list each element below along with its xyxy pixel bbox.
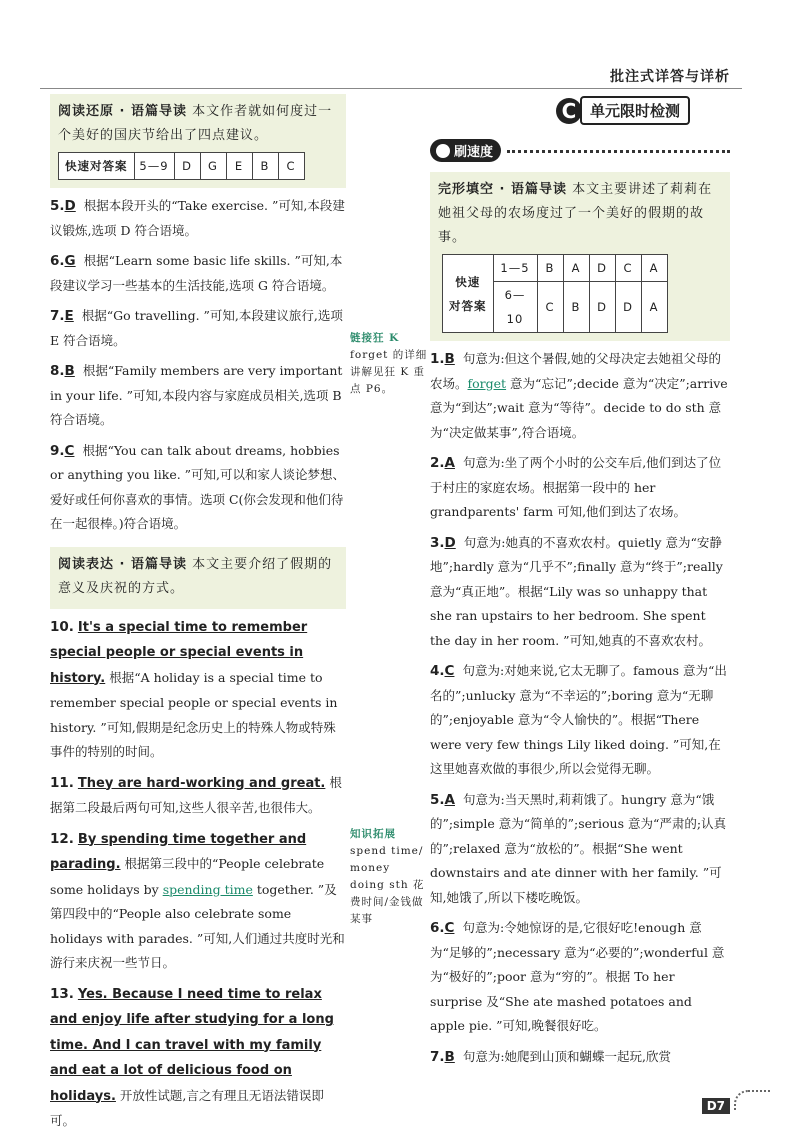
item-explanation: 根据第二段最后两句可知,这些人很辛苦,也很伟大。: [50, 774, 342, 815]
answer-cell: D: [615, 282, 641, 333]
answer-cell: A: [641, 255, 667, 282]
item-answer: A: [444, 791, 455, 808]
page-number: D7: [702, 1098, 730, 1114]
answer-table-head: [443, 255, 494, 333]
answer-item: [430, 451, 730, 525]
item-explanation: 句意为:令她惊讶的是,它很好吃!enough 意为“足够的”;necessary 意为“必要的”;wonderful 意为“极好的”;poor 意为“穷的”。根据 To her surprise 及“She ate mashed potatoes and apple pie. ”可知,晚餐很好吃。: [430, 920, 725, 1033]
item-number: 1.: [430, 351, 445, 367]
reading-expression-intro: [50, 547, 346, 609]
stopwatch-icon: [436, 144, 450, 158]
page-header-title: 批注式详答与详析: [610, 69, 730, 85]
corner-decoration: [734, 1090, 770, 1110]
answer-range: 6—10: [493, 282, 537, 333]
answer-item: [50, 249, 346, 298]
answer-item: [430, 659, 730, 782]
item-answer: D: [444, 534, 456, 551]
item-explanation: 开放性试题,言之有理且无语法错误即可。: [50, 1087, 324, 1128]
item-number: 5.: [50, 198, 65, 214]
item-answer: B: [64, 363, 75, 379]
item-number: 2.: [430, 455, 445, 471]
answer-item: [50, 194, 346, 243]
answer-cell: D: [589, 255, 615, 282]
item-number: 11.: [50, 774, 74, 791]
answer-cell: G: [200, 153, 226, 180]
item-explanation: 句意为:当天黑时,莉莉饿了。hungry 意为“饿的”;simple 意为“简单的”;serious 意为“严肃的;认真的”;relaxed 意为“放松的”。根据“She went downstairs and ate dinner with her family. ”可知,她饿了,所以下楼吃晚饭。: [430, 791, 727, 905]
item-number: 12.: [50, 830, 74, 847]
side-note-title: 链接狂 K: [350, 332, 400, 344]
answer-item: [50, 827, 346, 976]
item-explanation: 意为“忘记”;decide 意为“决定”;arrive 意为“到达”;wait 意为“等待”。decide to do sth 意为“决定做某事”,符合语境。: [430, 375, 728, 440]
side-note-text: forget 的详细讲解见狂 K 重点 P6。: [350, 349, 428, 395]
item-answer: It's a special time to remember special people or special events in history.: [50, 619, 308, 686]
speed-badge: [430, 139, 501, 162]
item-explanation: 句意为:她真的不喜欢农村。quietly 意为“安静地”;hardly 意为“几乎不”;finally 意为“终于”;really 意为“真正地”。根据“Lily was so unhappy that she ran upstairs to her bedroom. She spent the day in her room. ”可知,她真的不喜欢农村。: [430, 534, 723, 648]
item-number: 3.: [430, 534, 445, 551]
intro-text: 本文主要介绍了假期的意义及庆祝的方式。: [58, 556, 333, 596]
highlighted-phrase: forget: [467, 375, 507, 391]
item-number: 4.: [430, 663, 445, 679]
dotted-divider: [507, 149, 730, 153]
item-number: 8.: [50, 363, 65, 379]
item-answer: E: [64, 308, 74, 324]
item-answer: They are hard-working and great.: [77, 775, 326, 791]
side-note-text: spend time/ money doing sth 花费时间/金钱做某事: [350, 845, 425, 925]
item-explanation: 根据“You can talk about dreams, hobbies or anything you like. ”可知,可以和家人谈论梦想、爱好或任何你喜欢的事情。选项 C(你会发现和他们待在一起很棒。)符合语境。: [50, 442, 346, 531]
answer-item: [50, 615, 346, 765]
item-explanation: 句意为:但这个暑假,她的父母决定去她祖父母的农场。: [430, 351, 722, 391]
answer-cell: B: [563, 282, 589, 333]
item-answer: G: [64, 253, 76, 269]
intro-text: 本文主要讲述了莉莉在她祖父母的农场度过了一个美好的假期的故事。: [438, 182, 713, 245]
item-explanation: 句意为:她爬到山顶和蝴蝶一起玩,欣赏: [462, 1048, 672, 1064]
answer-item: [50, 359, 346, 433]
answer-cell: C: [615, 255, 641, 282]
item-number: 7.: [430, 1048, 445, 1065]
item-explanation: 根据“A holiday is a special time to remember special people or special events in history. ”可知,假期是纪念历史上的特殊人物或特殊事件的特别的时间。: [50, 669, 338, 759]
answer-cell: C: [537, 282, 563, 333]
side-note-title: 知识拓展: [350, 828, 396, 840]
item-answer: D: [64, 198, 76, 214]
answer-item: [50, 771, 346, 821]
answer-item: [430, 531, 730, 654]
item-explanation: 句意为:对她来说,它太无聊了。famous 意为“出名的”;unlucky 意为“不幸运的”;boring 意为“无聊的”;enjoyable 意为“令人愉快的”。根据“There were very few things Lily liked doing. ”可知,在这里她喜欢做的事很少,所以会觉得无聊。: [430, 663, 727, 776]
answer-cell: A: [641, 282, 667, 333]
right-column: [430, 94, 730, 1069]
intro-tag: 阅读还原 · 语篇导读: [58, 104, 187, 119]
answer-item: [430, 916, 730, 1039]
speed-section-header: [430, 139, 730, 162]
side-note-knowledge: [350, 826, 428, 928]
answer-table: [58, 152, 305, 180]
answer-item: [430, 1045, 730, 1070]
item-answer: C: [64, 442, 75, 459]
item-explanation: 根据本段开头的“Take exercise. ”可知,本段建议锻炼,选项 D 符合语境。: [50, 198, 345, 238]
answer-item: [50, 439, 346, 537]
answer-cell: B: [252, 153, 278, 180]
item-answer: Yes. Because I need time to relax and enjoy life after studying for a long time. And I can travel with my family and eat a lot of delicious food on holidays.: [50, 986, 334, 1104]
intro-tag: 阅读表达 · 语篇导读: [58, 556, 187, 572]
item-number: 6.: [430, 920, 445, 936]
side-note-link: [350, 330, 428, 398]
answer-cell: E: [226, 153, 252, 180]
answer-cell: B: [537, 255, 563, 282]
answer-table: [442, 254, 668, 333]
item-explanation: 根据第三段中的“People celebrate some holidays by: [50, 856, 325, 897]
answer-table-head-line: 对答案: [449, 298, 487, 313]
item-number: 9.: [50, 442, 65, 459]
answer-item: [50, 982, 346, 1130]
left-column: [50, 94, 346, 1130]
item-number: 7.: [50, 308, 65, 324]
item-explanation: 句意为:坐了两个小时的公交车后,他们到达了位于村庄的家庭农场。根据第一段中的 her grandparents' farm 可知,他们到达了农场。: [430, 455, 722, 519]
intro-tag: 完形填空 · 语篇导读: [438, 182, 567, 197]
answer-item: [50, 304, 346, 353]
item-number: 6.: [50, 253, 65, 269]
reading-restore-intro: [50, 94, 346, 188]
item-number: 10.: [50, 618, 74, 635]
item-explanation: together. ”及第四段中的“People also celebrate some holidays with parades. ”可知,人们通过共度时光和游行来庆祝一些节日。: [50, 881, 345, 970]
answer-range: 5—9: [134, 153, 174, 180]
item-answer: C: [444, 663, 455, 679]
item-answer: B: [444, 351, 455, 367]
answer-cell: A: [563, 255, 589, 282]
item-number: 13.: [50, 985, 74, 1002]
answer-cell: D: [174, 153, 200, 180]
answer-range: 1—5: [493, 255, 537, 282]
unit-test-banner: [516, 96, 730, 125]
item-answer: C: [444, 920, 455, 936]
speed-label: 刷速度: [454, 145, 494, 160]
answer-item: [430, 788, 730, 911]
answer-cell: C: [278, 153, 304, 180]
item-explanation: 根据“Go travelling. ”可知,本段建议旅行,选项 E 符合语境。: [50, 308, 343, 348]
item-explanation: 根据“Family members are very important in your life. ”可知,本段内容与家庭成员相关,选项 B 符合语境。: [50, 363, 343, 427]
banner-c-icon: C: [556, 98, 582, 124]
cloze-intro: [430, 172, 730, 341]
highlighted-phrase: spending time: [162, 881, 253, 897]
answer-table-head: 快速对答案: [59, 153, 135, 180]
item-number: 5.: [430, 791, 445, 808]
header-rule: [40, 88, 742, 89]
banner-title: 单元限时检测: [580, 96, 690, 125]
item-answer: B: [444, 1048, 455, 1065]
item-answer: By spending time together and parading.: [50, 831, 307, 872]
item-answer: A: [444, 455, 455, 471]
answer-cell: D: [589, 282, 615, 333]
answer-item: [430, 347, 730, 445]
answer-table-head-line: 快速: [455, 274, 481, 289]
intro-text: 本文作者就如何度过一个美好的国庆节给出了四点建议。: [58, 104, 333, 143]
item-explanation: 根据“Learn some basic life skills. ”可知,本段建议学习一些基本的生活技能,选项 G 符合语境。: [50, 253, 343, 293]
